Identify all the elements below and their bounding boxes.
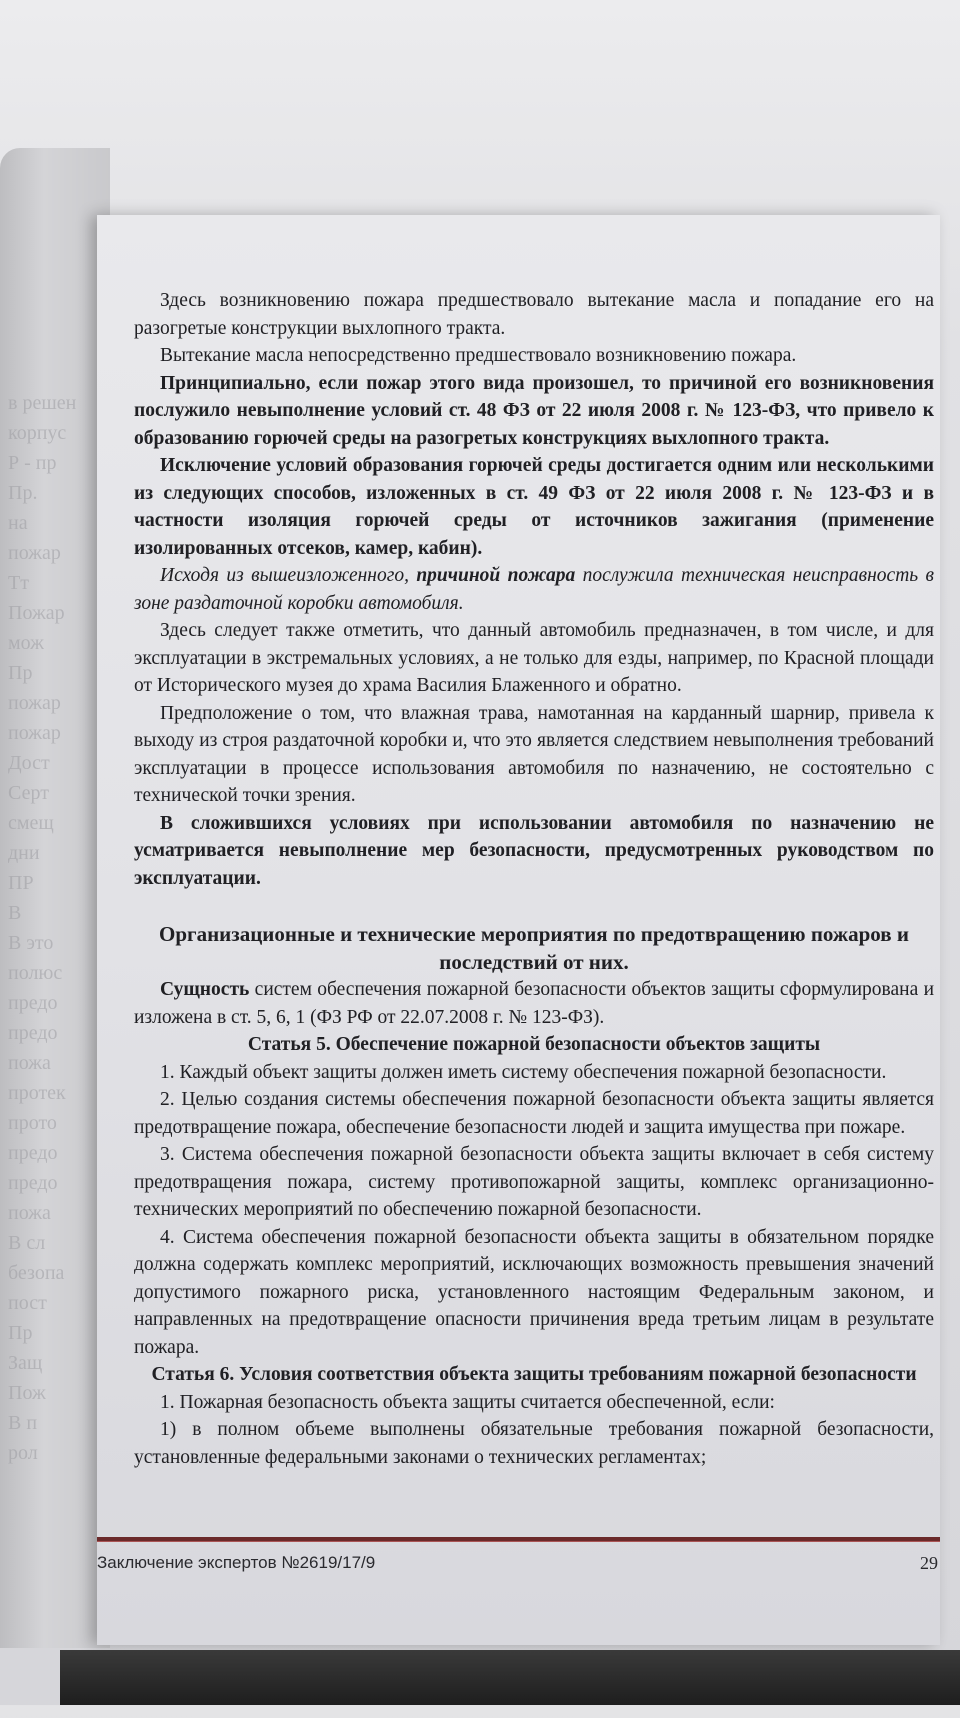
ghost-line: на — [8, 512, 28, 534]
essence-rest: систем обеспечения пожарной безопасности объектов защиты сформулирована и изложена в ст. 5, 6, 1 (ФЗ РФ от 22.07.2008 г. № 123-ФЗ). — [134, 979, 934, 1028]
document-page — [97, 215, 940, 1645]
ghost-line: В п — [8, 1412, 38, 1434]
article-6-title: Статья 6. Условия соответствия объекта защиты требованиям пожарной безопасности — [151, 1364, 917, 1385]
left-page-edge — [0, 148, 110, 1648]
footer-rule — [97, 1537, 940, 1542]
ghost-line: дни — [8, 842, 40, 864]
ghost-line: пожар — [8, 692, 61, 714]
ghost-line: пожар — [8, 722, 61, 744]
ghost-line: пост — [8, 1292, 47, 1314]
ghost-line: предо — [8, 1172, 58, 1194]
paragraph-wet-grass: Предположение о том, что влажная трава, намотанная на карданный шарнир, привела к выходу из строя раздаточной коробки и, что это является следствием невыполнения требований эксплуатации в процессе использования автомобиля по назначению, не состоятельно с технической точки зрения. — [134, 702, 934, 806]
ghost-line: Дост — [8, 752, 50, 774]
paragraph-safety-measures: В сложившихся условиях при использовании автомобиля по назначению не усматривается невыполнение мер безопасности, предусмотренных руководством по эксплуатации. — [134, 812, 934, 889]
ghost-line: пожа — [8, 1202, 51, 1224]
ghost-line: Защ — [8, 1352, 43, 1374]
paragraph-vehicle-purpose: Здесь следует также отметить, что данный автомобиль предназначен, в том числе, и для эксплуатации в экстремальных условиях, а не только для езды, например, по Красной площади от Исторического музея до храма Василия Блаженного и обратно. — [134, 620, 934, 696]
ghost-line: предо — [8, 992, 58, 1014]
ghost-line: мож — [8, 632, 44, 654]
ghost-line: Пр — [8, 662, 33, 684]
page-number: 29 — [920, 1553, 938, 1573]
paragraph-conclusion-cause — [134, 562, 934, 617]
ghost-line: в решен — [8, 392, 77, 414]
ghost-line: Пож — [8, 1382, 46, 1404]
paragraph-exclusion-conditions: Исключение условий образования горючей среды достигается одним или несколькими из следующих способов, изложенных в ст. 49 ФЗ от 22 июля 2008 г. № 123-ФЗ и в частности изоляция горючей среды от источников зажигания (применение изолированных отсеков, камер, кабин). — [134, 455, 934, 559]
article-5-item: 4. Система обеспечения пожарной безопасности объекта защиты в обязательном порядке должна содержать комплекс мероприятий, исключающих возможность превышения значений допустимого пожарного риска, установленного настоящим Федеральным законом, и направленных на предотвращение опасности причинения вреда третьим лицам в результате пожара. — [134, 1226, 934, 1358]
conclusion-prefix: Исходя из вышеизложенного, — [160, 565, 417, 586]
ghost-line: Тт — [8, 572, 29, 594]
article-5-item: 1. Каждый объект защиты должен иметь систему обеспечения пожарной безопасности. — [160, 1061, 887, 1083]
left-page-bleed-text — [8, 388, 103, 1718]
paragraph-principle-cause: Принципиально, если пожар этого вида произошел, то причиной его возникновения послужило невыполнение условий ст. 48 ФЗ от 22 июля 2008 г. № 123-ФЗ, что привело к образованию горючей среды на разогретых конструкциях выхлопного тракта. — [134, 372, 934, 449]
article-5-item: 2. Целью создания системы обеспечения пожарной безопасности объекта защиты является предотвращение пожара, обеспечение безопасности людей и защита имущества при пожаре. — [134, 1089, 934, 1138]
ghost-line: В сл — [8, 1232, 46, 1254]
paragraph-essence — [134, 976, 934, 1031]
ghost-line: корпус — [8, 422, 67, 444]
table-edge — [60, 1650, 960, 1705]
ghost-line: Р - пр — [8, 452, 57, 474]
ghost-line: В это — [8, 932, 54, 954]
footer-document-title: Заключение экспертов №2619/17/9 — [97, 1553, 376, 1572]
ghost-line: предо — [8, 1022, 58, 1044]
ghost-line: Пр. — [8, 482, 38, 504]
article-6-item: 1) в полном объеме выполнены обязательные требования пожарной безопасности, установленные федеральными законами о технических регламентах; — [134, 1419, 934, 1468]
essence-bold: Сущность — [160, 979, 250, 1000]
section-heading: Организационные и технические мероприятия по предотвращению пожаров и последствий от них. — [159, 922, 909, 974]
ghost-line: прото — [8, 1112, 57, 1134]
article-5-title: Статья 5. Обеспечение пожарной безопасности объектов защиты — [247, 1034, 821, 1055]
ghost-line: протек — [8, 1082, 66, 1104]
ghost-line: рол — [8, 1442, 38, 1464]
article-5-item: 3. Система обеспечения пожарной безопасности объекта защиты включает в себя систему предотвращения пожара, систему противопожарной защиты, комплекс организационно-технических мероприятий по обеспечению пожарной безопасности. — [134, 1144, 934, 1220]
conclusion-suffix: послужила техническая неисправность в зоне раздаточной коробки автомобиля. — [134, 565, 934, 614]
ghost-line: пожар — [8, 542, 61, 564]
ghost-line: предо — [8, 1142, 58, 1164]
ghost-line: Пр — [8, 1322, 33, 1344]
ghost-line: ПР — [8, 872, 34, 894]
paragraph-oil-preceded: Вытекание масла непосредственно предшествовало возникновению пожара. — [160, 345, 797, 366]
ghost-line: Серт — [8, 782, 49, 804]
ghost-line: пожа — [8, 1052, 51, 1074]
ghost-line: безопа — [8, 1262, 65, 1284]
page-content — [134, 287, 934, 1471]
article-6-item: 1. Пожарная безопасность объекта защиты считается обеспеченной, если: — [160, 1391, 775, 1413]
paragraph-oil-leak: Здесь возникновению пожара предшествовало вытекание масла и попадание его на разогретые конструкции выхлопного тракта. — [134, 290, 934, 339]
ghost-line: смещ — [8, 812, 54, 834]
ghost-line: В — [8, 902, 22, 924]
ghost-line: Пожар — [8, 602, 65, 624]
conclusion-cause-bold: причиной пожара — [416, 565, 576, 586]
ghost-line: полюс — [8, 962, 63, 984]
